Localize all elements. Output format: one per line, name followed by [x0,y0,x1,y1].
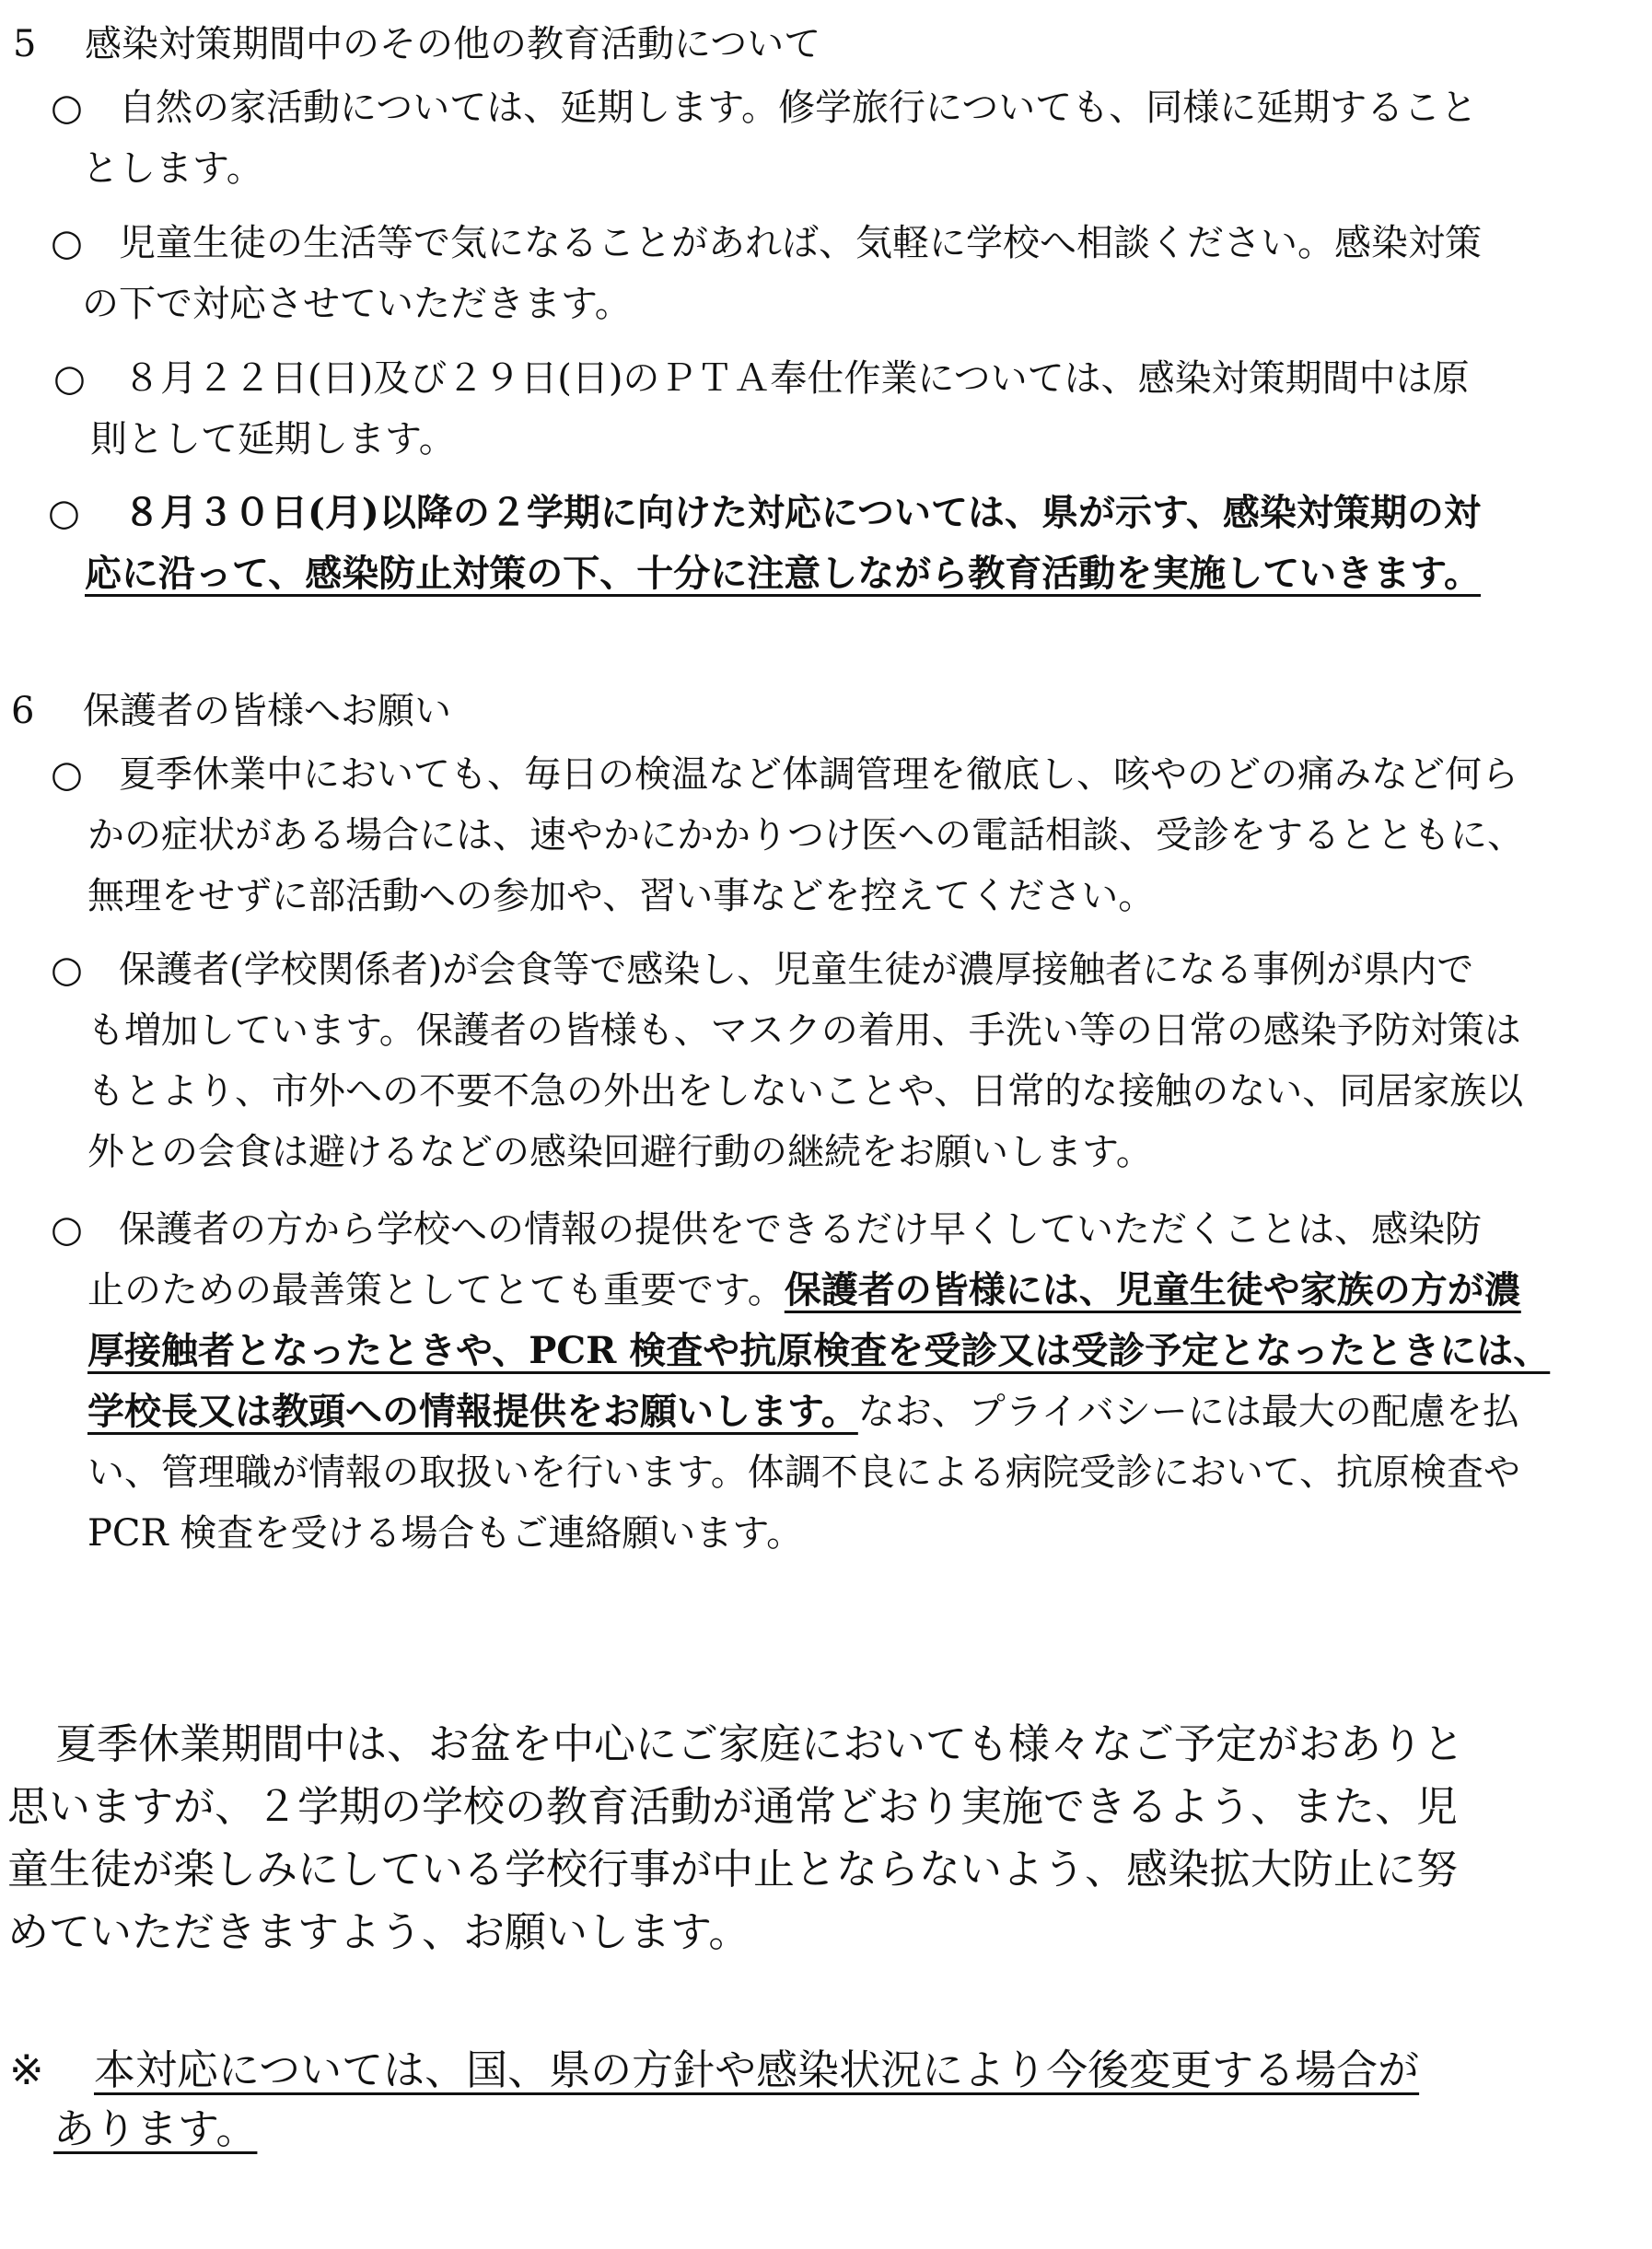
section5-item-3 [53,348,1470,470]
item-text: もとより、市外への不要不急の外出をしないことや、日常的な接触のない、同居家族以 [87,1070,1524,1113]
item-text: 則として延期します。 [90,418,456,460]
note-text: あります。 [53,2104,258,2153]
section6-item-2 [51,939,1523,1183]
section6-item-1 [51,744,1524,926]
item-text: の下で対応させていただきます。 [82,283,632,325]
note-block [9,2041,1420,2159]
item-text: 無理をせずに部活動への参加や、習い事などを控えてください。 [87,875,1156,917]
item-text: 外との会食は避けるなどの感染回避行動の継続をお願いします。 [87,1131,1153,1173]
closing-line: めていただきますよう、お願いします。 [7,1907,750,1956]
section6-number: 6 [11,690,35,732]
item-text: 保護者(学校関係者)が会食等で感染し、児童生徒が濃厚接触者になる事例が県内で [119,949,1474,991]
closing-line: 思いますが、２学期の学校の教育活動が通常どおり実施できるよう、また、児 [7,1782,1459,1831]
item-text: PCR 検査を受ける場合もご連絡願います。 [87,1512,804,1555]
bullet-circle-icon: ○ [51,753,83,796]
item-text: ８月２２日(日)及び２９日(日)のＰＴＡ奉仕作業については、感染対策期間中は原 [123,357,1470,400]
item-text: 保護者の方から学校への情報の提供をできるだけ早くしていただくことは、感染防 [119,1208,1482,1251]
section5-item-4-underlined [48,483,1623,604]
bullet-circle-icon: ○ [53,357,86,400]
item-text-underlined: 保護者の皆様には、児童生徒や家族の方が濃 [784,1268,1521,1311]
item-text-underlined: 厚接触者となったときや、PCR 検査や抗原検査を受診又は受診予定となったときには、 [87,1329,1551,1372]
bullet-circle-icon: ○ [48,491,80,534]
item-text: とします。 [82,147,263,190]
section6-title: 保護者の皆様へお願い [83,690,451,732]
item-text: 自然の家活動については、延期します。修学旅行についても、同様に延期すること [119,87,1478,129]
note-text: 本対応については、国、県の方針や感染状況により今後変更する場合が [94,2045,1420,2094]
item-text: 応に沿って、感染防止対策の下、十分に注意しながら教育活動を実施していきます。 [85,552,1481,595]
item-text: ８月３０日(月)以降の２学期に向けた対応については、県が示す、感染対策期の対 [123,491,1481,534]
section5-title: 感染対策期間中のその他の教育活動について [85,23,821,65]
item-text: かの症状がある場合には、速やかにかかりつけ医への電話相談、受診をするとともに、 [87,814,1524,856]
item-text: 止のための最善策としてとても重要です。 [87,1269,785,1311]
section5-item-1 [51,77,1478,199]
item-text: 児童生徒の生活等で気になることがあれば、気軽に学校へ相談ください。感染対策 [119,222,1482,264]
item-text-underlined: 学校長又は教頭への情報提供をお願いします。 [87,1390,858,1433]
section6-item-3 [51,1199,1550,1564]
bullet-circle-icon: ○ [51,1208,83,1251]
note-mark-icon: ※ [9,2045,44,2094]
item-text: なお、プライバシーには最大の配慮を払 [857,1391,1519,1433]
bullet-circle-icon: ○ [51,949,83,991]
closing-paragraph [7,1713,1464,1964]
closing-line: 童生徒が楽しみにしている学校行事が中止とならないよう、感染拡大防止に努 [7,1845,1459,1894]
item-text: 夏季休業中においても、毎日の検温など体調管理を徹底し、咳やのどの痛みなど何ら [119,753,1518,796]
section5-item-2 [51,213,1482,334]
bullet-circle-icon: ○ [51,87,83,129]
section5-number: 5 [13,23,37,65]
item-text: も増加しています。保護者の皆様も、マスクの着用、手洗い等の日常の感染予防対策は [87,1009,1521,1052]
item-text: い、管理職が情報の取扱いを行います。体調不良による病院受診において、抗原検査や [87,1451,1520,1494]
bullet-circle-icon: ○ [51,222,83,264]
closing-line: 夏季休業期間中は、お盆を中心にご家庭においても様々なご予定がおありと [55,1719,1465,1768]
